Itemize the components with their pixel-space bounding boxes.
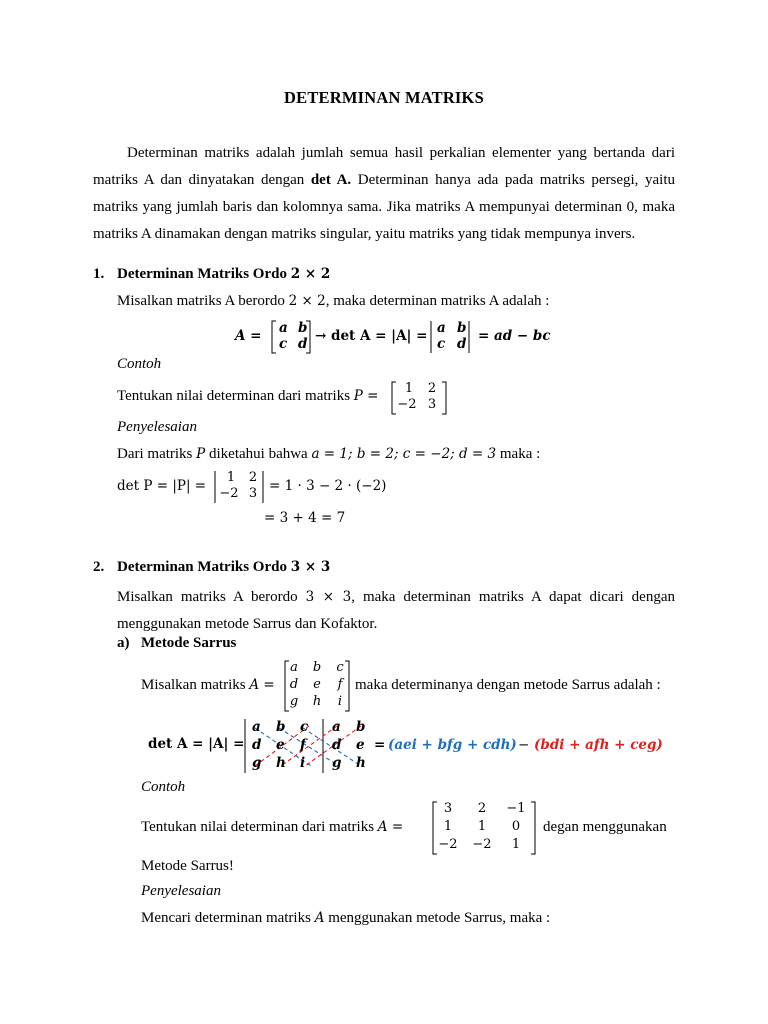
contoh-label-1: Contoh [117,356,162,372]
penyelesaian-label-1: Penyelesaian [117,419,197,435]
positive-terms: (aei + bfg + cdh) [388,737,517,753]
sarrus-solution-intro: Mencari determinan matriks A menggunakan metode Sarrus, maka : [141,910,551,926]
question-2-tail: degan menggunakan [543,819,667,835]
intro-text-1: Determinan matriks adalah jumlah semua hasil perkalian elementer yang bertanda dari matriks A dan dinyatakan dengan [93,145,675,188]
question-2-line2: Metode Sarrus! [141,858,234,874]
question-1: Tentukan nilai determinan dari matriks P = [117,388,379,404]
calc-result: = 3 + 4 = 7 [264,510,346,526]
given-values: Dari matriks P diketahui bahwa a = 1; b = 2; c = −2; d = 3 maka : [117,446,541,462]
intro-paragraph [93,140,675,248]
page-title: DETERMINAN MATRIKS [284,88,484,107]
sub-a-heading: a) Metode Sarrus [117,635,237,651]
sarrus-formula: det A = |A| = a b c d e f g h i a b d e g h = (aei + bfg + cdh) − (bdi + afh + ceg) [148,718,678,774]
section-2-intro: Misalkan matriks A berordo 3 × 3, maka determinan matriks A dapat dicari dengan menggunakan metode Sarrus dan Kofaktor. [117,589,675,632]
matrix-a-example: 3 2 −1 1 1 0 −2 −2 1 [431,801,539,855]
sarrus-intro-tail: maka determinanya dengan metode Sarrus adalah : [355,677,661,693]
sarrus-intro: Misalkan matriks A = [141,677,275,693]
formula-2x2: A = a b c d → det A = |A| = a b c d = ad − bc [235,320,551,352]
matrix-3x3-generic: a b c d e f g h i [283,660,353,712]
contoh-label-2: Contoh [141,779,186,795]
penyelesaian-label-2: Penyelesaian [141,883,221,899]
intro-bold: det A. [310,172,352,188]
calc-det-p: det P = |P| = 1 2 −2 3 = 1 · 3 − 2 · (−2) [117,470,387,501]
question-2: Tentukan nilai determinan dari matriks A = [141,819,404,835]
matrix-p: 1 2 −2 3 [390,381,450,415]
section-2-heading: 2. Determinan Matriks Ordo 3 × 3 [93,559,331,575]
negative-terms: (bdi + afh + ceg) [534,737,663,753]
intro-text-2: Determinan hanya ada pada matriks persegi, yaitu matriks yang jumlah baris dan kolomnya sama. Jika matriks A mempunyai determinan 0, maka matriks A dinamakan dengan matriks singular, yaitu matriks yang tidak mempunya invers. [93,172,676,242]
section-1-heading: 1. Determinan Matriks Ordo 2 × 2 [93,266,331,282]
section-1-intro: Misalkan matriks A berordo 2 × 2, maka determinan matriks A adalah : [117,293,550,309]
